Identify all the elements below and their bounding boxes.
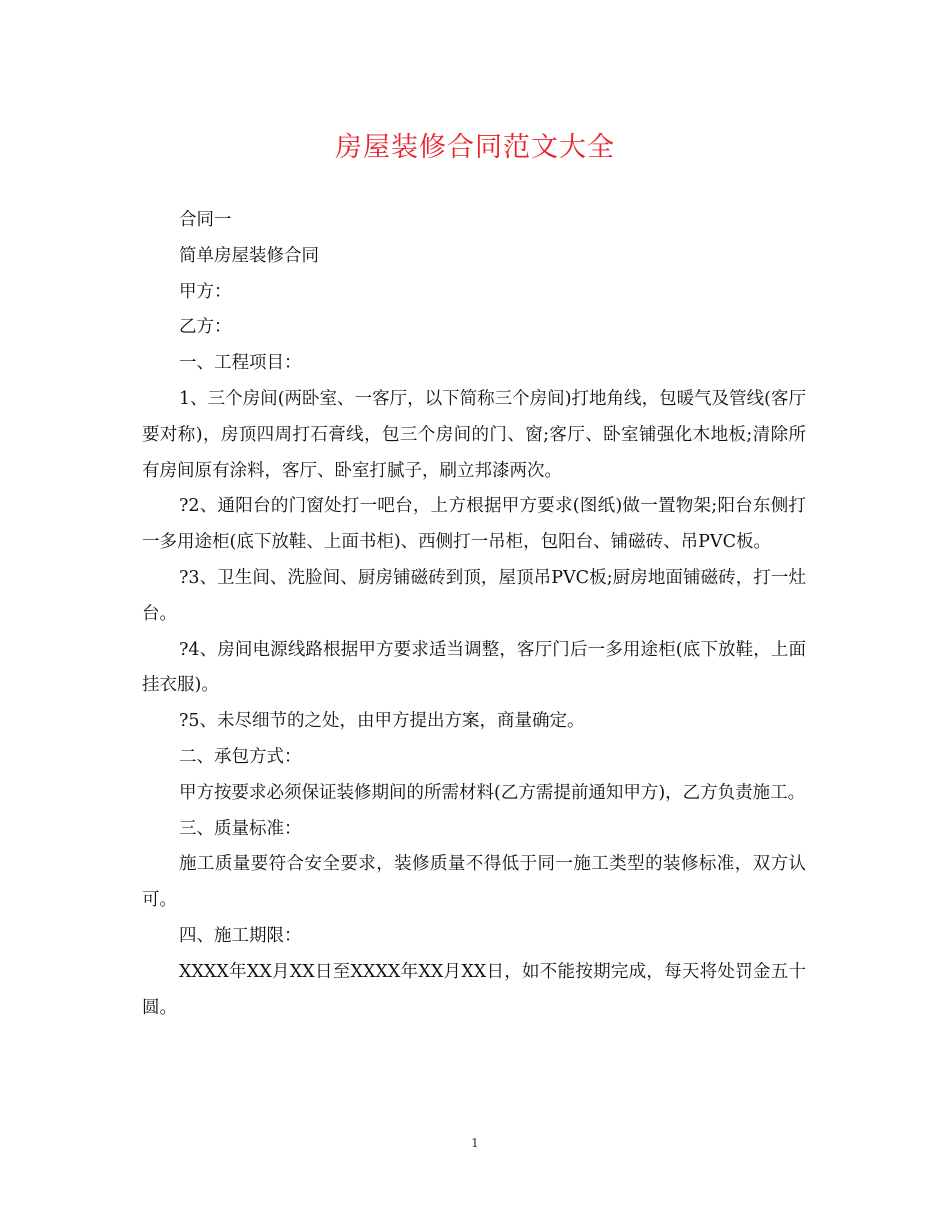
paragraph-item-5: ?5、未尽细节的之处，由甲方提出方案，商量确定。 [179,711,585,732]
section-heading-period: 四、施工期限： [179,925,302,946]
paragraph-contract-heading: 合同一 [179,210,232,230]
paragraph-contract-name: 简单房屋装修合同 [179,245,319,266]
section-heading-quality: 三、质量标准： [179,818,302,839]
paragraph-party-b: 乙方： [179,317,232,338]
paragraph-contracting: 甲方按要求必须保证装修期间的所需材料(乙方需提前通知甲方)，乙方负责施工。 [179,782,806,803]
section-heading-contracting: 二、承包方式： [179,746,302,767]
paragraph-quality: 施工质量要符合安全要求，装修质量不得低于同一施工类型的装修标准，双方认可。 [142,854,806,911]
document-title: 房屋装修合同范文大全 [335,132,615,163]
paragraph-party-a: 甲方： [179,281,232,302]
paragraph-period: XXXX年XX月XX日至XXXX年XX月XX日，如不能按期完成，每天将处罚金五十圆。 [142,961,806,1018]
paragraph-item-1: 1、三个房间(两卧室、一客厅，以下简称三个房间)打地角线，包暖气及管线(客厅要对称)，房顶四周打石膏线，包三个房间的门、窗;客厅、卧室铺强化木地板;清除所有房间原有涂料，客厅、卧室打腻子，刷立邦漆两次。 [142,388,806,481]
document-body [142,203,806,1026]
section-heading-project: 一、工程项目： [179,353,302,374]
page-number: 1 [471,1136,479,1150]
paragraph-item-2: ?2、通阳台的门窗处打一吧台，上方根据甲方要求(图纸)做一置物架;阳台东侧打一多用途柜(底下放鞋、上面书柜)、西侧打一吊柜，包阳台、铺磁砖、吊PVC板。 [142,496,806,553]
paragraph-item-3: ?3、卫生间、洗脸间、厨房铺磁砖到顶，屋顶吊PVC板;厨房地面铺磁砖，打一灶台。 [142,567,806,624]
paragraph-item-4: ?4、房间电源线路根据甲方要求适当调整，客厅门后一多用途柜(底下放鞋，上面挂衣服)。 [142,639,806,696]
